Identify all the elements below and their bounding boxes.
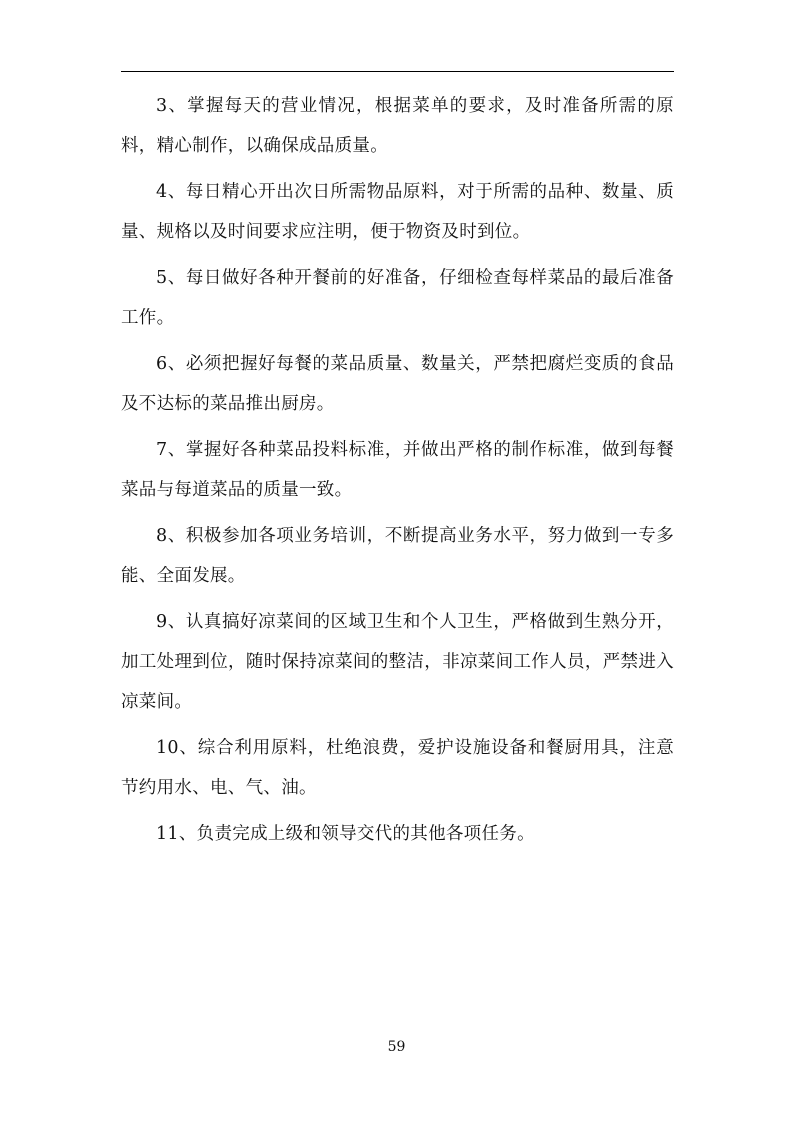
list-item: 6、必须把握好每餐的菜品质量、数量关，严禁把腐烂变质的食品及不达标的菜品推出厨房。	[121, 354, 674, 414]
list-item: 3、掌握每天的营业情况，根据菜单的要求，及时准备所需的原料，精心制作，以确保成品质量。	[121, 96, 674, 156]
list-item: 7、掌握好各种菜品投料标准，并做出严格的制作标准，做到每餐菜品与每道菜品的质量一致。	[121, 440, 674, 500]
document-body	[121, 86, 674, 860]
list-item: 9、认真搞好凉菜间的区域卫生和个人卫生，严格做到生熟分开，加工处理到位，随时保持凉菜间的整洁，非凉菜间工作人员，严禁进入凉菜间。	[121, 612, 674, 712]
header-rule	[121, 71, 674, 72]
list-item: 8、积极参加各项业务培训，不断提高业务水平，努力做到一专多能、全面发展。	[121, 526, 674, 586]
page-number: 59	[387, 1039, 406, 1055]
list-item: 5、每日做好各种开餐前的好准备，仔细检查每样菜品的最后准备工作。	[121, 268, 674, 328]
list-item: 11、负责完成上级和领导交代的其他各项任务。	[156, 824, 535, 844]
list-item: 10、综合利用原料，杜绝浪费，爱护设施设备和餐厨用具，注意节约用水、电、气、油。	[121, 738, 674, 798]
list-item: 4、每日精心开出次日所需物品原料，对于所需的品种、数量、质量、规格以及时间要求应注明，便于物资及时到位。	[121, 182, 674, 242]
